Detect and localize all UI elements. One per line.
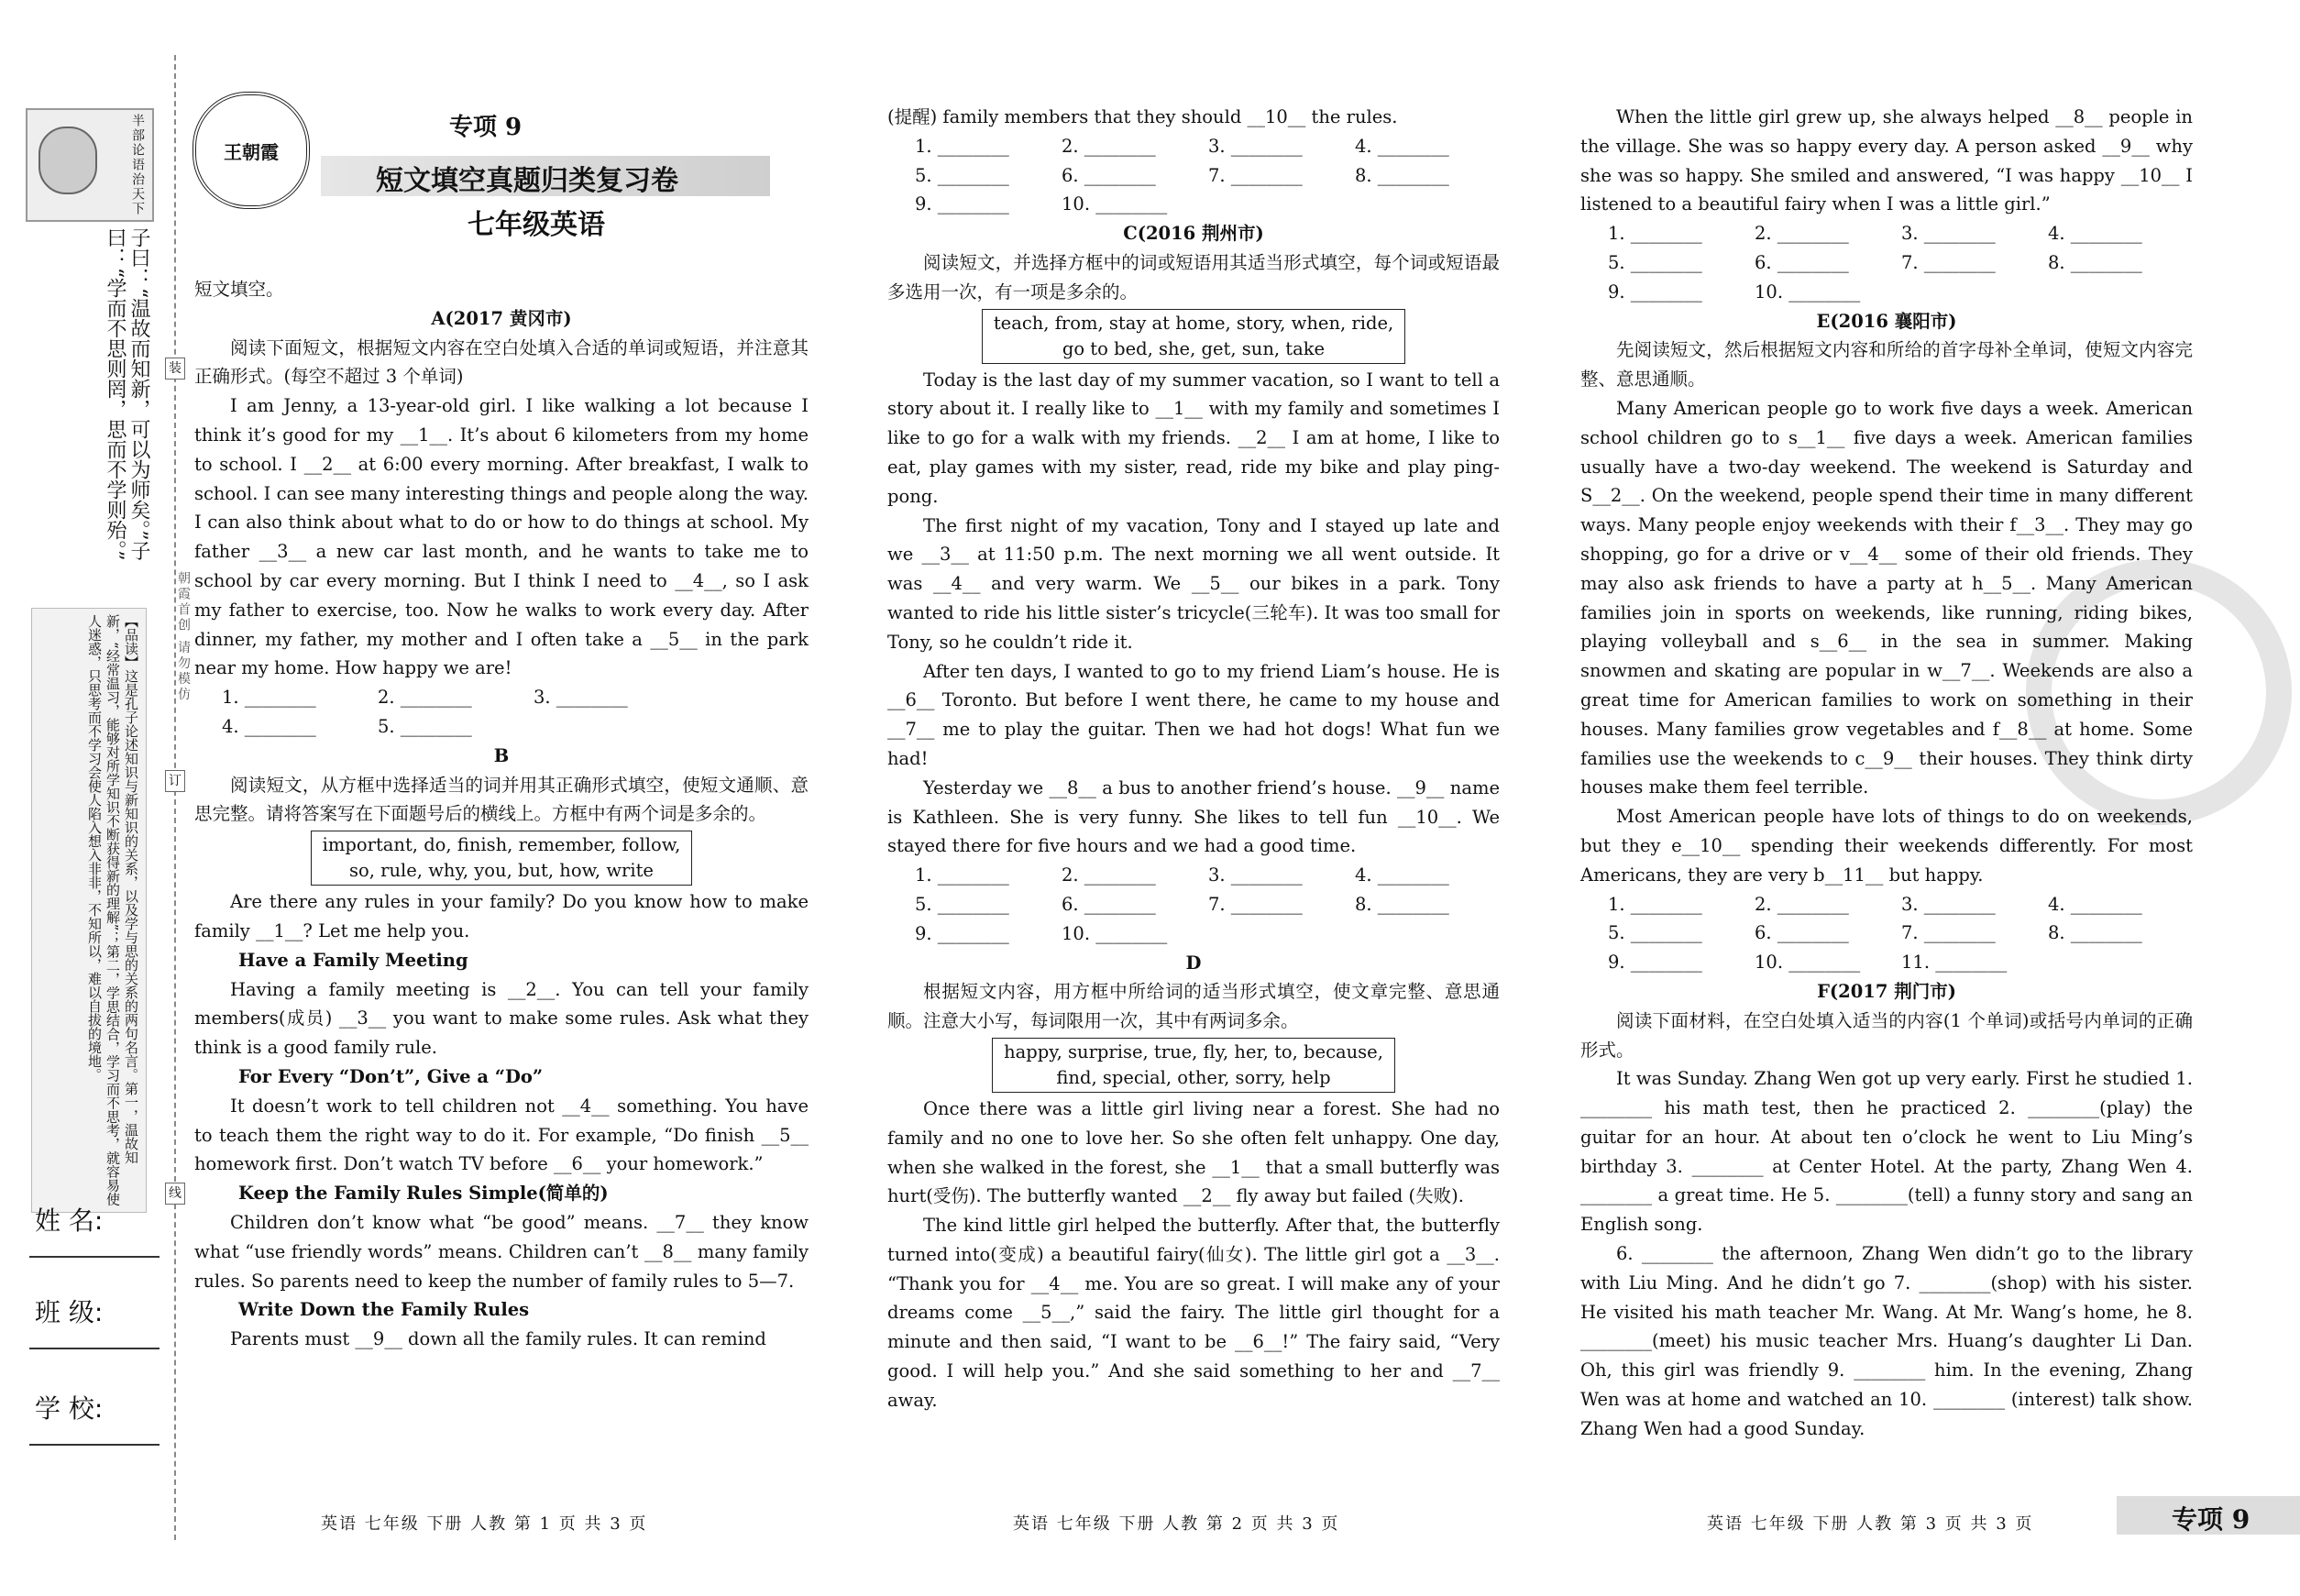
column-3 <box>1580 103 2193 1444</box>
answer-blank[interactable]: 4. ________ <box>2048 893 2142 915</box>
class-label: 班 级: <box>35 1297 104 1327</box>
section-a-heading: A(2017 黄冈市) <box>431 307 572 329</box>
answer-blank[interactable]: 3. ________ <box>1208 864 1303 886</box>
passage-paragraph: It doesn’t work to tell children not __4__ something. You have to teach them the right way to do it. For example, “Do finish __5__ homework first. Don’t watch TV before __6__ your homework.” <box>194 1095 809 1175</box>
page-footer: 英语 七年级 下册 人教 第 1 页 共 3 页 <box>321 1514 648 1534</box>
answer-blank[interactable]: 2. ________ <box>378 687 472 709</box>
cut-mark: 订 <box>165 770 185 792</box>
passage-paragraph: Children don’t know what “be good” means. __7__ they know what “use friendly words” means. Children can’t __8__ many family rules. So parents need to keep the number of family rules to 5—7. <box>194 1211 809 1292</box>
passage-paragraph: Yesterday we __8__ a bus to another friend’s house. __9__ name is Kathleen. She is very funny. She likes to tell fun __10__. We stayed there for five hours and we had a good time. <box>887 776 1500 857</box>
answer-blank[interactable]: 3. ________ <box>534 687 628 709</box>
passage-paragraph: Most American people have lots of things to do on weekends, but they e__10__ spending their weekends differently. For most Americans, they are very b__11__ but happy. <box>1580 806 2193 886</box>
answer-blank[interactable]: 1. ________ <box>222 687 316 709</box>
answer-blank[interactable]: 7. ________ <box>1208 164 1303 186</box>
brand-logo: 王朝霞 <box>193 92 310 209</box>
word-box-line: so, rule, why, you, but, how, write <box>349 860 654 882</box>
answer-blank[interactable]: 9. ________ <box>915 922 1009 944</box>
page-header <box>193 92 807 248</box>
answer-blank[interactable]: 4. ________ <box>222 715 316 737</box>
passage-paragraph: Today is the last day of my summer vacation, so I want to tell a story about it. I really like to __1__ with my family and sometimes I like to go for a walk with my friends. __2__ I am at home, I like to eat, play games with my sister, read, ride my bike and play ping-pong. <box>887 369 1500 507</box>
section-f-heading: F(2017 荆门市) <box>1817 980 1956 1002</box>
task-label: 短文填空。 <box>194 279 284 300</box>
answer-blank[interactable]: 7. ________ <box>1208 893 1303 915</box>
word-box <box>311 831 693 886</box>
answer-blank[interactable]: 5. ________ <box>915 164 1009 186</box>
page-title: 短文填空真题归类复习卷 <box>376 165 678 197</box>
answer-blank[interactable]: 8. ________ <box>1355 893 1449 915</box>
class-field[interactable] <box>35 1293 103 1329</box>
column-2 <box>887 103 1500 1415</box>
answer-blank[interactable]: 8. ________ <box>2048 251 2142 273</box>
answer-blank[interactable]: 1. ________ <box>1608 223 1702 245</box>
section-d-heading: D <box>1185 952 1202 974</box>
passage-paragraph: When the little girl grew up, she always helped __8__ people in the village. She was so happy every day. A person asked __9__ why she was so happy. She smiled and answered, “I was happy __10__ I listened to a beautiful fairy when I was a little girl.” <box>1580 106 2193 215</box>
section-f-instructions: 阅读下面材料，在空白处填入适当的内容(1 个单词)或括号内单词的正确形式。 <box>1580 1009 2193 1061</box>
passage-paragraph: It was Sunday. Zhang Wen got up very early. First he studied 1. ________ his math test, then he practiced 2. ________(play) the guitar for an hour. At about ten o’clock he went to Liu Ming’s birthday 3. ________ at Center Hotel. At the party, Zhang Wen 4. ________ a great time. He 5. ________(tell) a funny story and sang an English song. <box>1580 1068 2193 1236</box>
answer-blank[interactable]: 1. ________ <box>1608 893 1702 915</box>
answer-blank[interactable]: 6. ________ <box>1062 164 1156 186</box>
answer-blank[interactable]: 8. ________ <box>2048 922 2142 944</box>
passage-paragraph: The first night of my vacation, Tony and I stayed up late and we __3__ at 11:50 p.m. The next morning we all went outside. It was __4__ and very warm. We __5__ our bikes in a park. Tony wanted to ride his little sister’s tricycle(三轮车). It was too small for Tony, so he couldn’t ride it. <box>887 514 1500 653</box>
section-b-answers <box>887 132 1500 219</box>
answer-blank[interactable]: 1. ________ <box>915 135 1009 157</box>
copyright-note: 朝霞首创 请勿模仿 <box>176 571 191 703</box>
passage-paragraph: Are there any rules in your family? Do you know how to make family __1__? Let me help you. <box>194 891 809 941</box>
answer-blank[interactable]: 2. ________ <box>1062 135 1156 157</box>
passage-paragraph: Many American people go to work five days a week. American school children go to s__1__ five days a week. American families usually have a two-day weekend. The weekend is Saturday and S__2__. On the weekend, people spend their time in many different ways. Many people enjoy weekends with their f__3__. They may go shopping, go for a drive or v__4__ some of their old friends. They may also ask friends to have a party at h__5__. Many American families join in sports on weekends, like running, riding bikes, playing volleyball and s__6__ in the sea in summer. Making snowmen and skating are popular in w__7__. Weekends are also a great time for American families to work on something in their houses. Many families grow vegetables and f__8__ at home. Some families use the weekends to c__9__ their houses. They think dirty houses make them feel terrible. <box>1580 397 2193 798</box>
section-c-heading: C(2016 荆州市) <box>1123 223 1264 245</box>
answer-blank[interactable]: 6. ________ <box>1755 251 1849 273</box>
answer-blank[interactable]: 7. ________ <box>1901 922 1996 944</box>
section-e-heading: E(2016 襄阳市) <box>1816 310 1957 332</box>
section-c-instructions: 阅读短文，并选择方框中的词或短语用其适当形式填空，每个词或短语最多选用一次，有一项是多余的。 <box>887 251 1500 303</box>
left-sidebar <box>26 108 191 1206</box>
passage-paragraph: Once there was a little girl living near a forest. She had no family and no one to love her. So she often felt unhappy. One day, when she walked in the forest, she __1__ that a small butterfly was hurt(受伤). The butterfly wanted __2__ fly away but failed (失败). <box>887 1097 1500 1207</box>
badge-text: 半部论语治天下 <box>130 114 145 216</box>
section-a-passage: I am Jenny, a 13-year-old girl. I like walking a lot because I think it’s good for my __1__. It’s about 6 kilometers from my home to school. I __2__ at 6:00 every morning. After breakfast, I walk to school. I can see many interesting things and people along the way. I can also think about what to do or how to do things at school. My father __3__ a new car last month, and he wants to take me to school by car every morning. But I think I need to __4__, so I ask my father to exercise, too. Now he walks to work every day. After dinner, my father, my mother and I often take a __5__ in the park near my home. How happy we are! <box>194 395 809 679</box>
page-footer: 英语 七年级 下册 人教 第 3 页 共 3 页 <box>1707 1514 2034 1534</box>
school-label: 学 校: <box>35 1393 104 1424</box>
page-subtitle: 七年级英语 <box>468 209 605 241</box>
quote-commentary: 【品读】这是孔子论述知识与新知识的关系，以及学与思的关系的两句名言。第一，温故知新，“经常温习，能够对所学知识不断获得新的理解”；第二，学思结合，学习而不思考，就容易使人迷惑，只思考而不学习会使人陷入想入非非，不知所以，难以自拔的境地。 <box>31 608 147 1213</box>
answer-blank[interactable]: 9. ________ <box>915 193 1009 215</box>
passage-subheading: Have a Family Meeting <box>238 949 468 971</box>
page-footer: 英语 七年级 下册 人教 第 2 页 共 3 页 <box>1013 1514 1340 1534</box>
passage-subheading: For Every “Don’t”, Give a “Do” <box>238 1065 544 1087</box>
name-label: 姓 名: <box>35 1205 104 1236</box>
answer-blank[interactable]: 9. ________ <box>1608 281 1702 303</box>
passage-paragraph: 6. ________ the afternoon, Zhang Wen didn’t go to the library with Liu Ming. And he didn’t go 7. ________(shop) with his sister. He visited his math teacher Mr. Wang. At Mr. Wang’s home, he 8. ________(meet) his music teacher Mrs. Huang’s daughter Li Dan. Oh, this girl was friendly 9. ________ him. In the evening, Zhang Wen was at home and watched an 10. ________ (interest) talk show. Zhang Wen had a good Sunday. <box>1580 1243 2193 1439</box>
answer-blank[interactable]: 5. ________ <box>1608 922 1702 944</box>
answer-blank[interactable]: 10. ________ <box>1062 193 1168 215</box>
cut-mark: 线 <box>165 1183 185 1205</box>
section-c-answers <box>887 861 1500 948</box>
answer-blank[interactable]: 2. ________ <box>1062 864 1156 886</box>
word-box-line: find, special, other, sorry, help <box>1056 1066 1331 1088</box>
name-field[interactable] <box>35 1201 103 1238</box>
word-box <box>982 309 1405 364</box>
answer-blank[interactable]: 10. ________ <box>1755 952 1861 974</box>
section-e-instructions: 先阅读短文，然后根据短文内容和所给的首字母补全单词，使短文内容完整、意思通顺。 <box>1580 339 2193 391</box>
binding-cut-line <box>174 55 176 1540</box>
passage-paragraph: After ten days, I wanted to go to my friend Liam’s house. He is __6__ Toronto. But before I went there, he came to my house and __7__ me to play the guitar. Then we had hot dogs! What fun we had! <box>887 660 1500 769</box>
passage-subheading: Write Down the Family Rules <box>238 1299 530 1321</box>
school-field[interactable] <box>35 1389 103 1425</box>
passage-subheading: Keep the Family Rules Simple(简单的) <box>238 1183 609 1205</box>
section-d-instructions: 根据短文内容，用方框中所给词的适当形式填空，使文章完整、意思通顺。注意大小写，每词限用一次，其中有两词多余。 <box>887 981 1500 1032</box>
section-a-answers <box>194 683 809 742</box>
answer-blank[interactable]: 3. ________ <box>1208 135 1303 157</box>
word-box-line: teach, from, stay at home, story, when, ride, <box>993 312 1394 334</box>
section-e-answers <box>1580 890 2193 977</box>
answer-blank[interactable]: 7. ________ <box>1901 251 1996 273</box>
passage-paragraph: Having a family meeting is __2__. You can tell your family members(成员) __3__ you want to make some rules. Ask what they think is a good family rule. <box>194 978 809 1059</box>
section-b-instructions: 阅读短文，从方框中选择适当的词并用其正确形式填空，使短文通顺、意思完整。请将答案写在下面题号后的横线上。方框中有两个词是多余的。 <box>194 774 809 825</box>
word-box-line: happy, surprise, true, fly, her, to, because, <box>1004 1040 1383 1062</box>
answer-blank[interactable]: 6. ________ <box>1755 922 1849 944</box>
answer-blank[interactable]: 4. ________ <box>1355 864 1449 886</box>
passage-paragraph: (提醒) family members that they should __10__ the rules. <box>887 106 1398 127</box>
answer-blank[interactable]: 10. ________ <box>1755 281 1861 303</box>
section-b-heading: B <box>493 744 510 766</box>
cut-mark: 装 <box>165 358 185 380</box>
answer-blank[interactable]: 10. ________ <box>1062 922 1168 944</box>
passage-paragraph: The kind little girl helped the butterfly. After that, the butterfly turned into(变成) a beautiful fairy(仙女). The little girl got a __3__. “Thank you for __4__ me. You are so great. I will make any of your dreams come __5__,” said the fairy. The little girl thought for a minute and then said, “I want to be __6__!” The fairy said, “Very good. I will help you.” And she said something to her and __7__ away. <box>887 1215 1500 1411</box>
answer-blank[interactable]: 4. ________ <box>1355 135 1449 157</box>
word-box <box>992 1038 1395 1093</box>
answer-blank[interactable]: 5. ________ <box>1608 251 1702 273</box>
mascot-badge <box>26 108 154 222</box>
corner-label: 专项 9 <box>2172 1504 2250 1535</box>
answer-blank[interactable]: 5. ________ <box>915 893 1009 915</box>
confucius-quote: 子曰：“温故而知新，可以为师矣。”子曰：“学而不思则罔，思而不学则殆。” <box>104 227 150 561</box>
corner-tab <box>2117 1496 2300 1535</box>
answer-blank[interactable]: 2. ________ <box>1755 223 1849 245</box>
mascot-icon <box>39 127 97 194</box>
section-d-answers <box>1580 219 2193 306</box>
answer-blank[interactable]: 8. ________ <box>1355 164 1449 186</box>
answer-blank[interactable]: 9. ________ <box>1608 952 1702 974</box>
answer-blank[interactable]: 2. ________ <box>1755 893 1849 915</box>
answer-blank[interactable]: 5. ________ <box>378 715 472 737</box>
column-1 <box>194 275 809 1354</box>
passage-paragraph: Parents must __9__ down all the family rules. It can remind <box>230 1328 766 1350</box>
answer-blank[interactable]: 6. ________ <box>1062 893 1156 915</box>
answer-blank[interactable]: 11. ________ <box>1901 952 2008 974</box>
answer-blank[interactable]: 4. ________ <box>2048 223 2142 245</box>
section-a-instructions: 阅读下面短文，根据短文内容在空白处填入合适的单词或短语，并注意其正确形式。(每空不超过 3 个单词) <box>194 336 809 388</box>
answer-blank[interactable]: 3. ________ <box>1901 223 1996 245</box>
section-label: 专项 9 <box>449 114 523 141</box>
word-box-line: go to bed, she, get, sun, take <box>1062 337 1326 359</box>
answer-blank[interactable]: 3. ________ <box>1901 893 1996 915</box>
word-box-line: important, do, finish, remember, follow, <box>322 834 681 856</box>
answer-blank[interactable]: 1. ________ <box>915 864 1009 886</box>
